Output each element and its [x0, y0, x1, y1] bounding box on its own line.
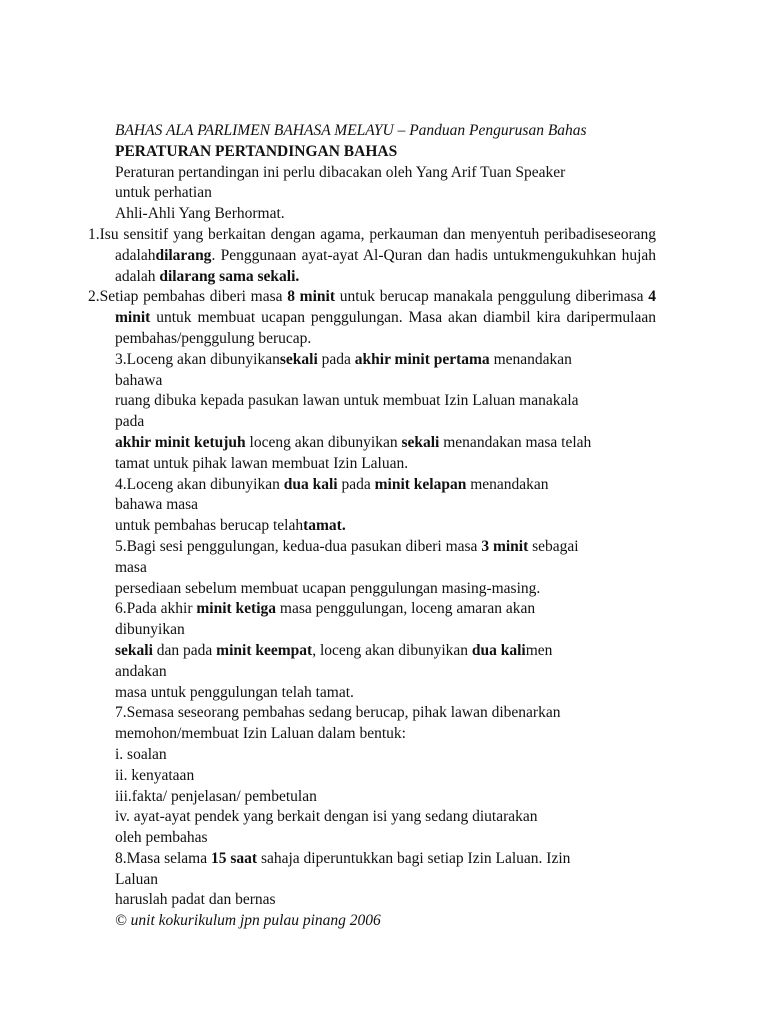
rule-7-item-i: i. soalan	[115, 745, 167, 763]
rule-6-line-4: andakan	[115, 662, 167, 680]
rule-6-bold: minit keempat	[216, 641, 313, 659]
document-header: BAHAS ALA PARLIMEN BAHASA MELAYU – Panduan Pengurusan Bahas	[115, 122, 587, 139]
rule-4-line-1	[0, 475, 656, 496]
rule-6-text: , loceng akan dibunyikan	[312, 641, 472, 659]
rule-3-text: pada	[317, 350, 355, 368]
rule-3-bold: akhir minit ketujuh	[115, 433, 246, 451]
rule-6-text: 6.Pada akhir	[115, 600, 197, 618]
rule-7-line-1: 7.Semasa seseorang pembahas sedang berucap, pihak lawan dibenarkan	[115, 704, 561, 722]
rule-4-text: untuk pembahas berucap telah	[115, 517, 304, 535]
rule-6-bold: minit ketiga	[196, 600, 277, 618]
rule-7-item-iii: iii.fakta/ penjelasan/ pembetulan	[115, 787, 317, 805]
rule-3-text: menandakan	[489, 350, 572, 368]
rule-2-text-3: untuk membuat ucapan penggulungan. Masa akan diambil kira daripermulaan pembahas/penggulung berucap.	[115, 309, 656, 347]
rule-8-line-2: Laluan	[115, 870, 159, 888]
rule-5-line-2: masa	[115, 558, 147, 576]
rule-5-line-3: persediaan sebelum membuat ucapan penggulungan masing-masing.	[115, 579, 541, 597]
rule-6-line-2: dibunyikan	[115, 621, 185, 639]
rule-6-text: men	[525, 641, 553, 659]
rule-4-line-3	[0, 516, 656, 537]
rule-6-line-5: masa untuk penggulungan telah tamat.	[115, 683, 354, 701]
rule-3-text: loceng akan dibunyikan	[245, 433, 402, 451]
rule-3-line-4: pada	[115, 413, 145, 431]
rule-8-line-3: haruslah padat dan bernas	[115, 891, 276, 909]
rule-8-line-1	[0, 849, 656, 870]
rule-3-text: 3.Loceng akan dibunyikan	[115, 350, 280, 368]
intro-line-1: Peraturan pertandingan ini perlu dibacakan oleh Yang Arif Tuan Speaker	[115, 163, 566, 181]
rule-3-line-2: bahawa	[115, 371, 163, 389]
document-title: PERATURAN PERTANDINGAN BAHAS	[115, 142, 398, 160]
rule-2	[0, 287, 656, 349]
rule-4-text: pada	[337, 475, 375, 493]
rule-1-bold-1: dilarang	[155, 246, 212, 264]
rule-4-bold: dua kali	[283, 475, 338, 493]
document-body	[0, 121, 768, 932]
rule-4-line-2: bahawa masa	[115, 496, 199, 514]
rule-8-text: sahaja diperuntukkan bagi setiap Izin Laluan. Izin	[257, 849, 571, 867]
rule-8-text: 8.Masa selama	[115, 849, 211, 867]
rule-4-bold: tamat.	[303, 517, 346, 535]
rule-2-bold-2: 4 minit	[115, 288, 656, 327]
intro-line-3: Ahli-Ahli Yang Berhormat.	[115, 205, 285, 223]
rule-4-text: menandakan	[466, 475, 549, 493]
rule-6-text: masa penggulungan, loceng amaran akan	[276, 600, 536, 618]
rule-7-item-ii: ii. kenyataan	[115, 766, 195, 784]
rule-4-text: 4.Loceng akan dibunyikan	[115, 475, 284, 493]
rule-7-item-iv-cont: oleh pembahas	[115, 829, 208, 847]
rule-8-bold: 15 saat	[210, 849, 258, 867]
rule-7-item-iv: iv. ayat-ayat pendek yang berkait dengan isi yang sedang diutarakan	[115, 808, 538, 826]
rule-5-text: 5.Bagi sesi penggulungan, kedua-dua pasukan diberi masa	[115, 537, 482, 555]
rule-3-bold: akhir minit pertama	[354, 350, 490, 368]
rule-2-bold-1: 8 minit	[287, 288, 335, 306]
intro-line-2: untuk perhatian	[115, 184, 212, 202]
rule-3-line-5	[0, 433, 656, 454]
rule-3-line-6: tamat untuk pihak lawan membuat Izin Laluan.	[115, 454, 409, 472]
rule-7-line-2: memohon/membuat Izin Laluan dalam bentuk:	[115, 725, 406, 743]
rule-6-bold: dua kali	[471, 641, 526, 659]
rule-2-text-2: untuk berucap manakala penggulung diberimasa	[335, 288, 649, 306]
rule-6-line-1	[0, 599, 656, 620]
rule-5-bold: 3 minit	[481, 537, 529, 555]
rule-3-bold: sekali	[279, 350, 318, 368]
rule-1-text: 1.Isu sensitif yang berkaitan dengan agama, perkauman dan menyentuh peribadiseseorang adalah	[88, 225, 656, 264]
rule-3-bold: sekali	[401, 433, 440, 451]
rule-1-text-2: . Penggunaan ayat-ayat Al-Quran dan hadis untukmengukuhkan hujah adalah	[115, 246, 656, 285]
rule-6-text: dan pada	[152, 641, 217, 659]
rule-2-text: 2.Setiap pembahas diberi masa	[88, 288, 288, 306]
rule-5-text: sebagai	[528, 537, 579, 555]
rule-3-line-3: ruang dibuka kepada pasukan lawan untuk membuat Izin Laluan manakala	[115, 392, 579, 410]
rule-5-line-1	[0, 537, 656, 558]
rule-3-line-1	[0, 350, 656, 371]
rule-1-bold-2: dilarang sama sekali.	[159, 267, 300, 285]
document-footer: © unit kokurikulum jpn pulau pinang 2006	[115, 912, 381, 930]
rule-6-line-3	[0, 641, 656, 662]
rule-4-bold: minit kelapan	[374, 475, 467, 493]
rule-1	[0, 225, 656, 287]
rule-6-bold: sekali	[115, 641, 153, 659]
rule-3-text: menandakan masa telah	[439, 433, 592, 451]
